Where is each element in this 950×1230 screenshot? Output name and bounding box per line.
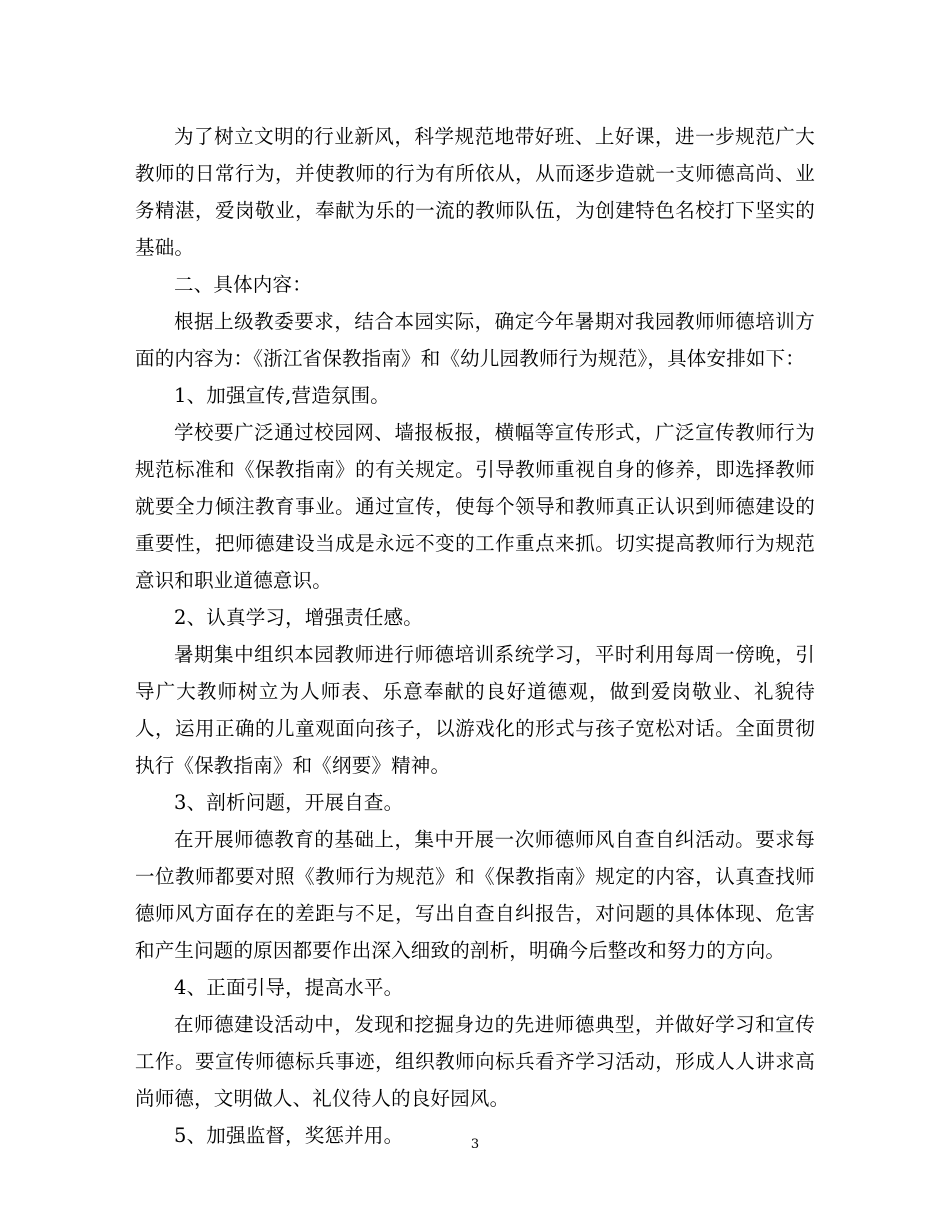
paragraph-item-4: 在师德建设活动中，发现和挖掘身边的先进师德典型，并做好学习和宣传工作。要宣传师德标兵事迹，组织教师向标兵看齐学习活动，形成人人讲求高尚师德，文明做人、礼仪待人的良好园风。 [135,1013,815,1110]
item-heading-3: 3、剖析问题，开展自查。 [174,791,404,814]
paragraph-item-1: 学校要广泛通过校园网、墙报板报，横幅等宣传形式，广泛宣传教师行为规范标准和《保教指南》的有关规定。引导教师重视自身的修养，即选择教师就要全力倾注教育事业。通过宣传，使每个领导和教师真正认识到师德建设的重要性，把师德建设当成是永远不变的工作重点来抓。切实提高教师行为规范意识和职业道德意识。 [135,421,815,592]
paragraph-item-3: 在开展师德教育的基础上，集中开展一次师德师风自查自纠活动。要求每一位教师都要对照《教师行为规范》和《保教指南》规定的内容，认真查找师德师风方面存在的差距与不足，写出自查自纠报告，对问题的具体体现、危害和产生问题的原因都要作出深入细致的剖析，明确今后整改和努力的方向。 [135,828,815,962]
item-heading-5: 5、加强监督，奖惩并用。 [174,1124,404,1147]
item-heading-2: 2、认真学习，增强责任感。 [174,606,424,629]
page-number: 3 [470,1137,480,1152]
paragraph-arrangement: 根据上级教委要求，结合本园实际，确定今年暑期对我园教师师德培训方面的内容为：《浙江省保教指南》和《幼儿园教师行为规范》，具体安排如下： [135,310,815,370]
item-heading-1: 1、加强宣传,营造氛围。 [174,384,391,407]
section-heading-specific-content: 二、具体内容： [174,273,312,296]
paragraph-intro: 为了树立文明的行业新风，科学规范地带好班、上好课，进一步规范广大教师的日常行为，并使教师的行为有所依从，从而逐步造就一支师德高尚、业务精湛，爱岗敬业，奉献为乐的一流的教师队伍，为创建特色名校打下坚实的基础。 [135,125,815,259]
item-heading-4: 4、正面引导，提高水平。 [174,976,404,999]
document-body [135,118,815,1154]
paragraph-item-2: 暑期集中组织本园教师进行师德培训系统学习，平时利用每周一傍晚，引导广大教师树立为人师表、乐意奉献的良好道德观，做到爱岗敬业、礼貌待人，运用正确的儿童观面向孩子，以游戏化的形式与孩子宽松对话。全面贯彻执行《保教指南》和《纲要》精神。 [135,643,815,777]
